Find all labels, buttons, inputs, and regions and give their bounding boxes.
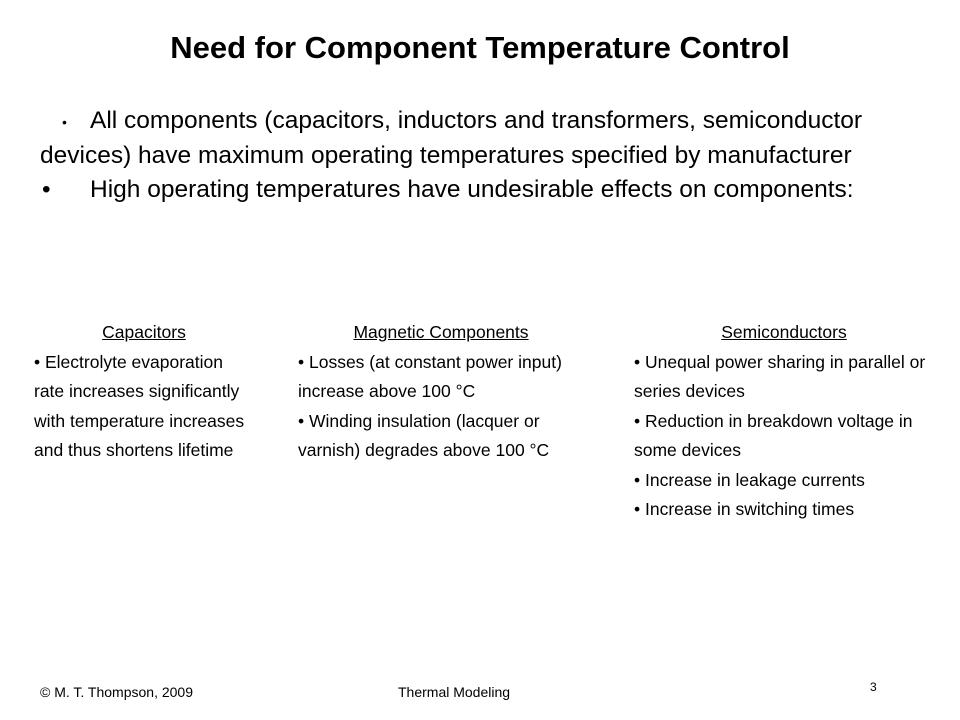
column-item: • Losses (at constant power input) increase above 100 °C [298,351,562,401]
column-heading: Semiconductors [721,322,847,342]
column-heading: Magnetic Components [353,322,529,342]
footer-copyright: © M. T. Thompson, 2009 [40,684,193,700]
bullet-item [40,104,920,173]
page-number: 3 [870,680,877,694]
bullet-dot: • [62,113,67,130]
slide-title: Need for Component Temperature Control [170,30,790,65]
footer-topic: Thermal Modeling [398,684,511,700]
column-item: • Unequal power sharing in parallel or series devices [634,351,926,401]
main-bullets [40,104,920,207]
bullet-text: All components (capacitors, inductors and transformers, semiconductor devices) have maximum operating temperatures specified by manufacturer [40,107,863,169]
column-item: • Increase in switching times [634,499,855,519]
column-item: • Winding insulation (lacquer or varnish) degrades above 100 °C [298,410,550,460]
bullet-dot: • [42,175,51,203]
semiconductors-column [634,318,934,525]
bullet-item [40,173,920,207]
column-heading: Capacitors [102,322,186,342]
bullet-text: High operating temperatures have undesirable effects on components: [90,175,854,203]
magnetic-components-column [298,318,584,466]
column-item: • Reduction in breakdown voltage in some devices [634,410,913,460]
column-item: • Electrolyte evaporation rate increases significantly with temperature increases and thus shortens lifetime [34,351,245,460]
capacitors-column [34,318,254,466]
column-item: • Increase in leakage currents [634,469,865,490]
